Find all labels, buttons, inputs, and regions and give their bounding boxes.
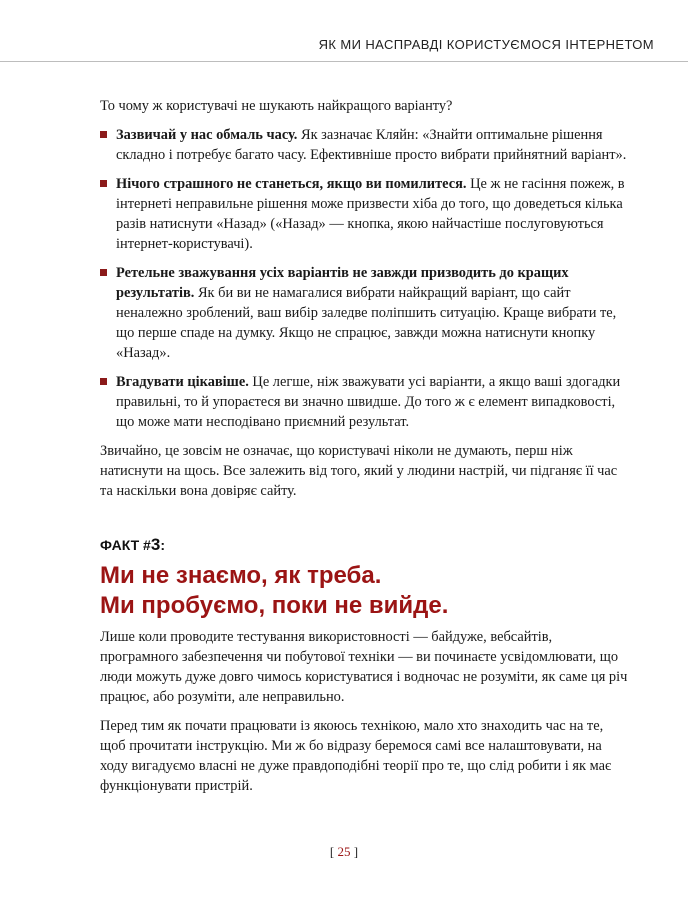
page-number — [0, 844, 688, 860]
section-title-line-1: Ми не знаємо, як треба. — [100, 562, 382, 589]
running-header: ЯК МИ НАСПРАВДІ КОРИСТУЄМОСЯ ІНТЕРНЕТОМ — [318, 37, 654, 52]
bullet-text: Як би ви не намагалися вибрати найкращий варіант, що сайт неналежно зроблений, ваш вибір заледве поліпшить ситуацію. Краще вибрати те, що перше спаде на думку. Якщо не спрацює, завжди можна натиснути кнопку «Назад». — [116, 285, 617, 361]
section-title-line-2: Ми пробуємо, поки не вийде. — [100, 592, 449, 619]
bullet-lead: Ретельне зважування усіх варіантів не завжди призводить до кращих результатів. — [116, 265, 569, 301]
page-bracket-open: [ — [329, 844, 338, 859]
fact-number: 3 — [150, 535, 161, 554]
section-title — [100, 561, 630, 621]
intro-question: То чому ж користувачі не шукають найкращого варіанту? — [100, 98, 453, 114]
page-number-value: 25 — [337, 844, 351, 859]
body-paragraph: Перед тим як почати працювати із якоюсь технікою, мало хто знаходить час на те, щоб прочитати інструкцію. Ми ж бо відразу беремося самі все налаштовувати, на ходу вигадуємо власні не дуже правдоподібні теорії про те, що слід робити і як має функціонувати пристрій. — [100, 718, 612, 794]
summary-paragraph: Звичайно, це зовсім не означає, що користувачі ніколи не думають, перш ніж натиснути на щось. Все залежить від того, який у людини настрій, чи підганяє її час та наскільки вона довіряє сайту. — [100, 443, 618, 499]
header-rule — [0, 61, 688, 62]
bullet-lead: Нічого страшного не станеться, якщо ви помилитеся. — [116, 176, 467, 192]
fact-label — [100, 535, 630, 555]
list-item — [100, 263, 630, 363]
reasons-list — [100, 125, 630, 432]
bullet-lead: Вгадувати цікавіше. — [116, 374, 249, 390]
bullet-text: Це ж не гасіння пожеж, в інтернеті неправильне рішення може призвести хіба до того, що доведеться кілька разів натиснути «Назад» («Назад» — кнопка, якою найчастіше послуговуються інтернет-користувачі). — [116, 176, 625, 252]
body-paragraph: Лише коли проводите тестування використовності — байдуже, вебсайтів, програмного забезпечення чи побутової техніки — ви починаєте усвідомлювати, що люди можуть дуже довго чимось користуватися і водночас не розуміти, як саме ця річ працює, або розуміти, але неправильно. — [100, 629, 628, 705]
fact-prefix: ФАКТ # — [100, 537, 151, 553]
square-bullet-icon — [100, 269, 107, 276]
bullet-text: Це легше, ніж зважувати усі варіанти, а якщо ваші здогадки правильні, то й упораєтеся ви значно швидше. До того ж є елемент випадковості, що може мати несподівано приємний результат. — [116, 374, 621, 430]
list-item — [100, 125, 630, 165]
page-bracket-close: ] — [350, 844, 359, 859]
square-bullet-icon — [100, 131, 107, 138]
square-bullet-icon — [100, 378, 107, 385]
page-body — [100, 96, 630, 805]
list-item — [100, 372, 630, 432]
square-bullet-icon — [100, 180, 107, 187]
bullet-lead: Зазвичай у нас обмаль часу. — [116, 127, 298, 143]
bullet-text: Як зазначає Кляйн: «Знайти оптимальне рішення складно і потребує багато часу. Ефективніше просто вибрати прийнятний варіант». — [116, 127, 627, 163]
list-item — [100, 174, 630, 254]
fact-suffix: : — [160, 537, 165, 553]
